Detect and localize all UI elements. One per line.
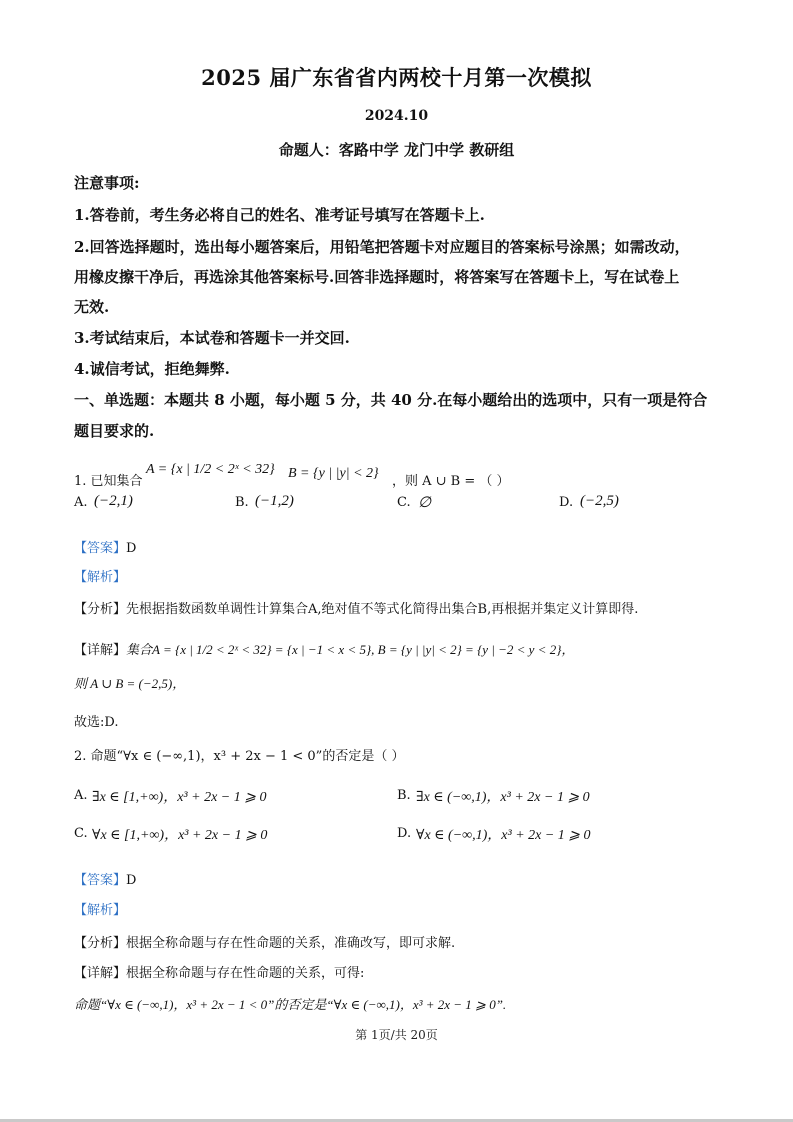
notice-item: 2.回答选择题时，选出每小题答案后，用铅笔把答题卡对应题目的答案标号涂黑；如需改动， <box>74 238 690 256</box>
answer-value: D <box>126 873 137 888</box>
q2-option-c: ∀x ∈ [1,+∞)，x³ + 2x − 1 ⩾ 0 <box>92 828 268 843</box>
xiangjie-tag: 【详解】 <box>74 966 127 981</box>
q1-option-a: (−2,1) <box>94 493 133 509</box>
q1-stem-suffix: ，则 A ∪ B = （ ） <box>392 474 510 489</box>
q2-option-c-label: C. <box>74 826 88 841</box>
q1-option-b: (−1,2) <box>255 493 294 509</box>
xiangjie-text: 集合A = {x | 1/2 < 2ˣ < 32} = {x | −1 < x < 5}, B = {y | |y| < 2} = {y | −2 < y < 2}， <box>126 642 575 657</box>
notice-item: 4.诚信考试，拒绝舞弊. <box>74 360 230 378</box>
q2-option-a-label: A. <box>74 788 88 803</box>
notice-item: 无效. <box>74 298 110 316</box>
q1-option-d: (−2,5) <box>580 493 619 509</box>
q2-fenxi <box>74 932 455 951</box>
q1-option-c: ∅ <box>418 495 432 511</box>
document-authors: 命题人：客路中学 龙门中学 教研组 <box>278 141 515 159</box>
q2-xiangjie <box>74 962 364 981</box>
q2-final: 命题“∀x ∈ (−∞,1)，x³ + 2x − 1 < 0”的否定是“∀x ∈ (−∞,1)，x³ + 2x − 1 ⩾ 0”. <box>74 997 507 1012</box>
q1-set-a: A = {x | 1/2 < 2ˣ < 32} <box>146 462 275 477</box>
q1-fenxi <box>74 598 638 617</box>
section-heading-line: 一、单选题：本题共 8 小题，每小题 5 分，共 40 分.在每小题给出的选项中，只有一项是符合 <box>74 391 708 409</box>
q1-option-b-label: B. <box>235 495 249 510</box>
notice-item: 3.考试结束后，本试卷和答题卡一并交回. <box>74 329 350 347</box>
q2-answer <box>74 869 136 888</box>
q2-option-d-label: D. <box>397 826 412 841</box>
q2-option-a: ∃x ∈ [1,+∞)，x³ + 2x − 1 ⩾ 0 <box>92 790 267 805</box>
analysis-tag: 【解析】 <box>74 570 127 585</box>
xiangjie-text: 根据全称命题与存在性命题的关系，可得: <box>126 966 365 981</box>
q1-conclusion: 则 A ∪ B = (−2,5)， <box>74 676 186 691</box>
fenxi-tag: 【分析】 <box>74 936 127 951</box>
document-title: 2025 届广东省省内两校十月第一次模拟 <box>201 65 592 90</box>
q1-option-a-label: A. <box>74 495 88 510</box>
answer-value: D <box>126 541 137 556</box>
xiangjie-tag: 【详解】 <box>74 643 127 658</box>
q1-choice: 故选:D. <box>74 715 119 730</box>
q1-answer <box>74 537 136 556</box>
analysis-tag: 【解析】 <box>74 903 127 918</box>
section-heading-line: 题目要求的. <box>74 422 155 440</box>
q1-set-b: B = {y | |y| < 2} <box>288 466 379 481</box>
q1-option-c-label: C. <box>397 495 411 510</box>
q2-option-b: ∃x ∈ (−∞,1)，x³ + 2x − 1 ⩾ 0 <box>416 790 590 805</box>
notice-item: 用橡皮擦干净后，再选涂其他答案标号.回答非选择题时，将答案写在答题卡上，写在试卷上 <box>74 268 680 286</box>
answer-tag: 【答案】 <box>74 541 127 556</box>
notice-item: 1.答卷前，考生务必将自己的姓名、准考证号填写在答题卡上. <box>74 206 485 224</box>
fenxi-text: 根据全称命题与存在性命题的关系，准确改写，即可求解. <box>126 936 456 951</box>
q1-option-d-label: D. <box>559 495 574 510</box>
fenxi-text: 先根据指数函数单调性计算集合A,绝对值不等式化简得出集合B,再根据并集定义计算即得. <box>126 602 639 617</box>
answer-tag: 【答案】 <box>74 873 127 888</box>
notice-heading: 注意事项: <box>74 174 140 192</box>
q1-stem-prefix: 1. 已知集合 <box>74 474 143 489</box>
fenxi-tag: 【分析】 <box>74 602 127 617</box>
q2-option-d: ∀x ∈ (−∞,1)，x³ + 2x − 1 ⩾ 0 <box>416 828 591 843</box>
q1-xiangjie <box>74 639 574 658</box>
q2-stem: 2. 命题“∀x ∈ (−∞,1)，x³ + 2x − 1 < 0”的否定是（ ） <box>74 749 405 764</box>
q2-option-b-label: B. <box>397 788 411 803</box>
page-number: 第 1页/共 20页 <box>355 1028 438 1042</box>
document-date: 2024.10 <box>364 108 429 124</box>
